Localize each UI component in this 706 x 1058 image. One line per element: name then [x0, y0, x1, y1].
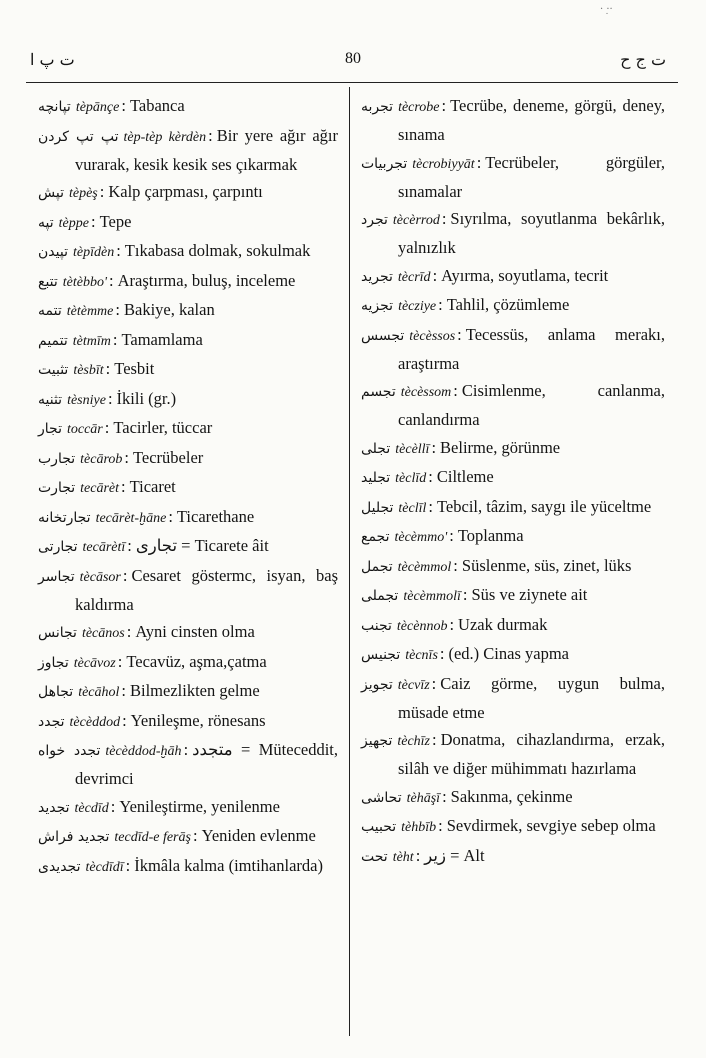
entry-separator: :: [449, 614, 455, 634]
entry-transliteration: tèpīdèn: [72, 245, 115, 260]
entry-definition: İkili (gr.): [116, 388, 177, 408]
entry-separator: :: [116, 241, 121, 260]
entry-separator: :: [208, 125, 213, 145]
entry-arabic-script: تجنب: [361, 617, 392, 634]
dictionary-entry: [38, 208, 338, 237]
dictionary-entry: [38, 793, 338, 822]
dictionary-entry: [38, 296, 338, 325]
entry-definition: Yenileşme, rönesans: [130, 710, 266, 730]
entry-transliteration: tècèddod: [69, 714, 121, 730]
entry-transliteration: tècāvoz: [73, 655, 116, 671]
dictionary-entry: [361, 493, 665, 522]
dictionary-entry: [38, 532, 338, 561]
entry-definition: Toplanma: [457, 526, 524, 545]
dictionary-entry: [361, 726, 665, 782]
entry-separator: :: [431, 673, 437, 693]
entry-transliteration: tècèmmolī: [403, 589, 461, 604]
entry-arabic-script: تجاسر: [38, 568, 75, 585]
entry-transliteration: tècāsor: [79, 569, 121, 585]
entry-separator: :: [125, 855, 131, 875]
entry-arabic-script: تحاشی: [361, 789, 402, 806]
entry-separator: :: [115, 300, 120, 319]
header-left-letters: ت پ ا: [30, 50, 75, 69]
entry-definition: Tecavüz, aşma,çatma: [126, 651, 267, 671]
entry-arabic-script: تجارتی: [38, 539, 78, 555]
entry-separator: :: [453, 555, 458, 575]
entry-transliteration: tècrobiyyāt: [412, 156, 475, 172]
entry-separator: :: [432, 730, 437, 749]
entry-separator: :: [442, 786, 447, 806]
entry-definition: Araştırma, buluş, inceleme: [117, 270, 296, 290]
entry-definition: Bakiye, kalan: [123, 300, 215, 319]
entry-arabic-script: تجمع: [361, 529, 390, 545]
dictionary-entry: [361, 434, 665, 463]
entry-transliteration: tèhāşī: [406, 790, 441, 806]
entry-transliteration: tecārètī: [82, 540, 126, 555]
entry-definition: Uzak durmak: [458, 614, 548, 634]
entry-transliteration: tèhbīb: [401, 820, 437, 835]
dictionary-entry: [38, 648, 338, 677]
dictionary-entry: [361, 463, 665, 492]
entry-definition: تجاری = Ticarete âit: [135, 536, 269, 555]
entry-definition: Süslenme, süs, zinet, lüks: [461, 555, 632, 575]
entry-arabic-script: تجدید: [38, 799, 70, 816]
dictionary-entry: [38, 473, 338, 502]
dictionary-entry: [38, 355, 338, 384]
entry-separator: :: [168, 506, 173, 526]
entry-separator: :: [109, 270, 114, 290]
entry-arabic-script: تجنیس: [361, 647, 401, 663]
entry-arabic-script: تجانس: [38, 625, 77, 641]
entry-arabic-script: تجلی: [361, 440, 391, 457]
entry-separator: :: [117, 651, 123, 671]
dictionary-entry: [361, 149, 665, 205]
entry-definition: Bir yere ağır ağır vurarak, kesik kesik ses çıkarmak: [75, 125, 338, 174]
entry-separator: :: [439, 644, 445, 663]
entry-definition: Tecrübeler, görgüler, sınamalar: [398, 152, 665, 201]
entry-definition: Cisimlenme, canlanma, canlandırma: [398, 381, 665, 429]
entry-transliteration: tèp-tèp kèrdèn: [123, 129, 207, 145]
entry-arabic-script: تپ تپ کردن: [38, 128, 119, 145]
entry-separator: :: [99, 182, 105, 201]
entry-arabic-script: تجدیدی: [38, 858, 81, 875]
dictionary-entry: [361, 552, 665, 581]
entry-arabic-script: تحت: [361, 848, 388, 865]
dictionary-entry: [361, 377, 665, 433]
entry-separator: :: [112, 329, 118, 349]
entry-transliteration: tècèrrod: [392, 213, 440, 228]
entry-definition: Sakınma, çekinme: [450, 786, 573, 806]
entry-separator: :: [127, 536, 132, 555]
dictionary-entry: [361, 640, 665, 669]
dictionary-entry: [361, 291, 665, 320]
entry-definition: Ticarethane: [176, 506, 255, 526]
entry-arabic-script: تجربیات: [361, 155, 408, 172]
entry-definition: Yeniden evlenme: [201, 826, 316, 845]
dictionary-entry: [38, 707, 338, 736]
entry-definition: Caiz görme, uygun bulma, müsade etme: [398, 673, 665, 722]
dictionary-entry: [361, 812, 665, 841]
page-number: 80: [345, 50, 361, 67]
dictionary-entry: [38, 237, 338, 266]
entry-transliteration: tèsniye: [67, 392, 106, 408]
entry-arabic-script: تجرد: [361, 212, 388, 228]
entry-arabic-script: تجرید: [361, 268, 393, 285]
entry-transliteration: tècziye: [398, 299, 437, 314]
entry-arabic-script: تجارتخانه: [38, 509, 91, 526]
dictionary-entry: [38, 267, 338, 296]
dictionary-entry: [361, 783, 665, 812]
entry-definition: İkmâla kalma (imtihanlarda): [134, 855, 323, 875]
entry-transliteration: tècrīd: [397, 269, 431, 285]
dictionary-entry: [38, 385, 338, 414]
entry-separator: :: [121, 477, 126, 496]
entry-transliteration: tècèssos: [409, 328, 456, 344]
entry-arabic-script: تثبیت: [38, 362, 69, 378]
entry-transliteration: tècènnob: [396, 618, 448, 634]
entry-separator: :: [90, 211, 96, 231]
entry-definition: Sevdirmek, sevgiye sebep olma: [446, 816, 656, 835]
entry-transliteration: tècānos: [81, 626, 125, 641]
entry-transliteration: tecdīd-e ferāş: [114, 830, 191, 845]
header-rule: [26, 82, 678, 83]
dictionary-entry: [38, 326, 338, 355]
entry-arabic-script: تجویز: [361, 676, 393, 693]
entry-transliteration: tècnīs: [405, 648, 438, 663]
entry-arabic-script: تجدید فراش: [38, 829, 110, 845]
entry-definition: Tabanca: [129, 96, 185, 115]
entry-definition: Ticaret: [129, 477, 176, 496]
entry-separator: :: [121, 681, 126, 700]
entry-transliteration: tèht: [392, 849, 414, 865]
entry-arabic-script: تجدد خواه: [38, 743, 101, 759]
entry-transliteration: tècèmmol: [397, 559, 452, 575]
entry-transliteration: tètèmme: [66, 304, 114, 319]
entry-separator: :: [107, 388, 113, 408]
entry-transliteration: tètmīm: [72, 333, 111, 349]
entry-definition: Tahlil, çözümleme: [446, 295, 570, 314]
entry-arabic-script: تثنیه: [38, 391, 63, 408]
entry-transliteration: tètèbbo': [62, 274, 107, 290]
dictionary-entry: [38, 736, 338, 792]
entry-definition: Cesaret göstermc, isyan, baş kaldırma: [75, 565, 338, 614]
dictionary-entry: [361, 205, 665, 261]
entry-transliteration: tècāhol: [78, 685, 120, 700]
entry-separator: :: [432, 265, 438, 285]
entry-definition: Ayırma, soyutlama, tecrit: [441, 265, 609, 285]
entry-transliteration: tècèllī: [395, 441, 430, 457]
entry-separator: :: [428, 496, 433, 516]
entry-transliteration: tècèssom: [400, 385, 452, 400]
dictionary-entry: [38, 92, 338, 121]
header-right-letters: ت ج ح: [620, 50, 666, 69]
entry-arabic-script: تجاوز: [38, 654, 69, 671]
dictionary-entry: [38, 444, 338, 473]
dictionary-entry: [38, 822, 338, 851]
entry-arabic-script: تجلیل: [361, 499, 394, 516]
entry-separator: :: [122, 565, 128, 585]
entry-transliteration: tècārob: [80, 451, 123, 467]
dictionary-entry: [38, 618, 338, 647]
entry-separator: :: [453, 381, 458, 400]
entry-arabic-script: تجسس: [361, 327, 405, 344]
entry-separator: :: [438, 816, 443, 835]
dictionary-entry: [38, 562, 338, 618]
entry-arabic-script: تجاهل: [38, 684, 74, 700]
entry-separator: :: [431, 437, 437, 457]
entry-definition: Tamamlama: [121, 329, 203, 349]
entry-transliteration: toccār: [66, 422, 103, 437]
entry-arabic-script: تجارت: [38, 480, 76, 496]
entry-definition: Donatma, cihazlandırma, erzak, silâh ve diğer mühimmatı hazırlama: [398, 730, 665, 778]
dictionary-entry: [38, 677, 338, 706]
entry-arabic-script: تجملی: [361, 588, 399, 604]
entry-arabic-script: تجزیه: [361, 298, 394, 314]
entry-transliteration: tèppe: [58, 215, 89, 231]
entry-transliteration: tèsbīt: [73, 363, 104, 378]
dictionary-entry: [361, 670, 665, 726]
entry-definition: Bilmezlikten gelme: [130, 681, 260, 700]
entry-arabic-script: تتمه: [38, 303, 62, 319]
entry-separator: :: [104, 418, 110, 437]
entry-definition: Tecrübeler: [132, 447, 204, 467]
entry-definition: (ed.) Cinas yapma: [448, 644, 569, 663]
entry-arabic-script: تتبع: [38, 273, 58, 290]
entry-separator: :: [428, 467, 433, 486]
entry-arabic-script: تجربه: [361, 99, 394, 115]
entry-transliteration: tècèmmo': [394, 530, 448, 545]
entry-definition: Yenileştirme, yenilenme: [119, 796, 280, 816]
entry-arabic-script: تجلید: [361, 470, 391, 486]
dictionary-entry: [38, 503, 338, 532]
entry-definition: Sıyrılma, soyutlanma bekârlık, yalnızlık: [398, 209, 665, 257]
entry-separator: :: [449, 526, 454, 545]
entry-arabic-script: تجمل: [361, 558, 393, 575]
entry-definition: Ciltleme: [436, 467, 494, 486]
dictionary-entry: [361, 611, 665, 640]
entry-definition: Belirme, görünme: [440, 437, 561, 457]
entry-definition: Süs ve ziynete ait: [471, 585, 588, 604]
dictionary-entry: [361, 581, 665, 610]
entry-separator: :: [476, 152, 482, 172]
entry-arabic-script: تجار: [38, 421, 62, 437]
dictionary-entry: [361, 842, 665, 871]
entry-transliteration: tècrobe: [398, 100, 440, 115]
entry-transliteration: tèclīl: [398, 500, 427, 516]
entry-transliteration: tèclīd: [395, 471, 427, 486]
entry-definition: متجدد = Müteceddit, devrimci: [75, 740, 339, 788]
entry-definition: Tepe: [99, 211, 132, 231]
entry-transliteration: tècvīz: [397, 677, 430, 693]
dictionary-entry: [38, 414, 338, 443]
entry-transliteration: tecārèt-ḫāne: [95, 510, 167, 526]
dictionary-entry: [361, 262, 665, 291]
entry-separator: :: [192, 826, 198, 845]
entry-separator: :: [457, 324, 462, 344]
entry-definition: Tecrübe, deneme, görgü, deney, sınama: [398, 96, 665, 144]
entry-transliteration: tècèddod-ḫāh: [105, 744, 182, 759]
entry-arabic-script: تجارب: [38, 450, 76, 467]
entry-definition: Kalp çarpması, çarpıntı: [108, 182, 263, 201]
entry-arabic-script: تجسم: [361, 384, 396, 400]
entry-separator: :: [110, 796, 116, 816]
entry-separator: :: [126, 622, 132, 641]
entry-definition: Tesbit: [114, 359, 155, 378]
dictionary-entry: [361, 92, 665, 148]
entry-arabic-script: تپیدن: [38, 244, 68, 260]
dictionary-entry: [38, 178, 338, 207]
dictionary-entry: [361, 321, 665, 377]
entry-arabic-script: تجهیز: [361, 733, 393, 749]
dictionary-entry: [38, 122, 338, 178]
entry-separator: :: [441, 209, 447, 228]
entry-separator: :: [121, 96, 126, 115]
entry-arabic-script: تپه: [38, 214, 54, 231]
entry-definition: Tacirler, tüccar: [113, 418, 213, 437]
left-column: [38, 92, 338, 881]
column-divider: [349, 87, 350, 1036]
entry-transliteration: tecārèt: [80, 481, 120, 496]
dictionary-entry: [361, 522, 665, 551]
right-column: [361, 92, 665, 871]
entry-separator: :: [462, 585, 468, 604]
entry-definition: Tıkabasa dolmak, sokulmak: [124, 241, 311, 260]
entry-transliteration: tèpānçe: [75, 100, 120, 115]
entry-separator: :: [124, 447, 129, 467]
entry-definition: Tebcil, tâzim, saygı ile yüceltme: [437, 496, 652, 516]
entry-arabic-script: تتمیم: [38, 332, 68, 349]
entry-arabic-script: تجدد: [38, 713, 65, 730]
page-speck: · ·̣·: [600, 4, 613, 15]
entry-separator: :: [415, 845, 421, 865]
entry-definition: Tecessüs, anlama merakı, araştırma: [398, 324, 665, 373]
entry-definition: Ayni cinsten olma: [135, 622, 255, 641]
entry-arabic-script: تحبیب: [361, 819, 397, 835]
page-header: [0, 50, 706, 76]
dictionary-entry: [38, 852, 338, 881]
entry-separator: :: [441, 96, 447, 115]
entry-definition: زیر = Alt: [424, 845, 485, 865]
entry-transliteration: tèchīz: [397, 734, 430, 749]
entry-separator: :: [122, 710, 127, 730]
entry-transliteration: tècdīdī: [85, 859, 124, 875]
entry-separator: :: [183, 740, 189, 759]
entry-transliteration: tècdīd: [74, 800, 109, 816]
entry-arabic-script: تپش: [38, 185, 64, 201]
entry-separator: :: [438, 295, 443, 314]
entry-separator: :: [105, 359, 111, 378]
entry-transliteration: tèpèş: [68, 186, 98, 201]
entry-arabic-script: تپانچه: [38, 99, 71, 115]
